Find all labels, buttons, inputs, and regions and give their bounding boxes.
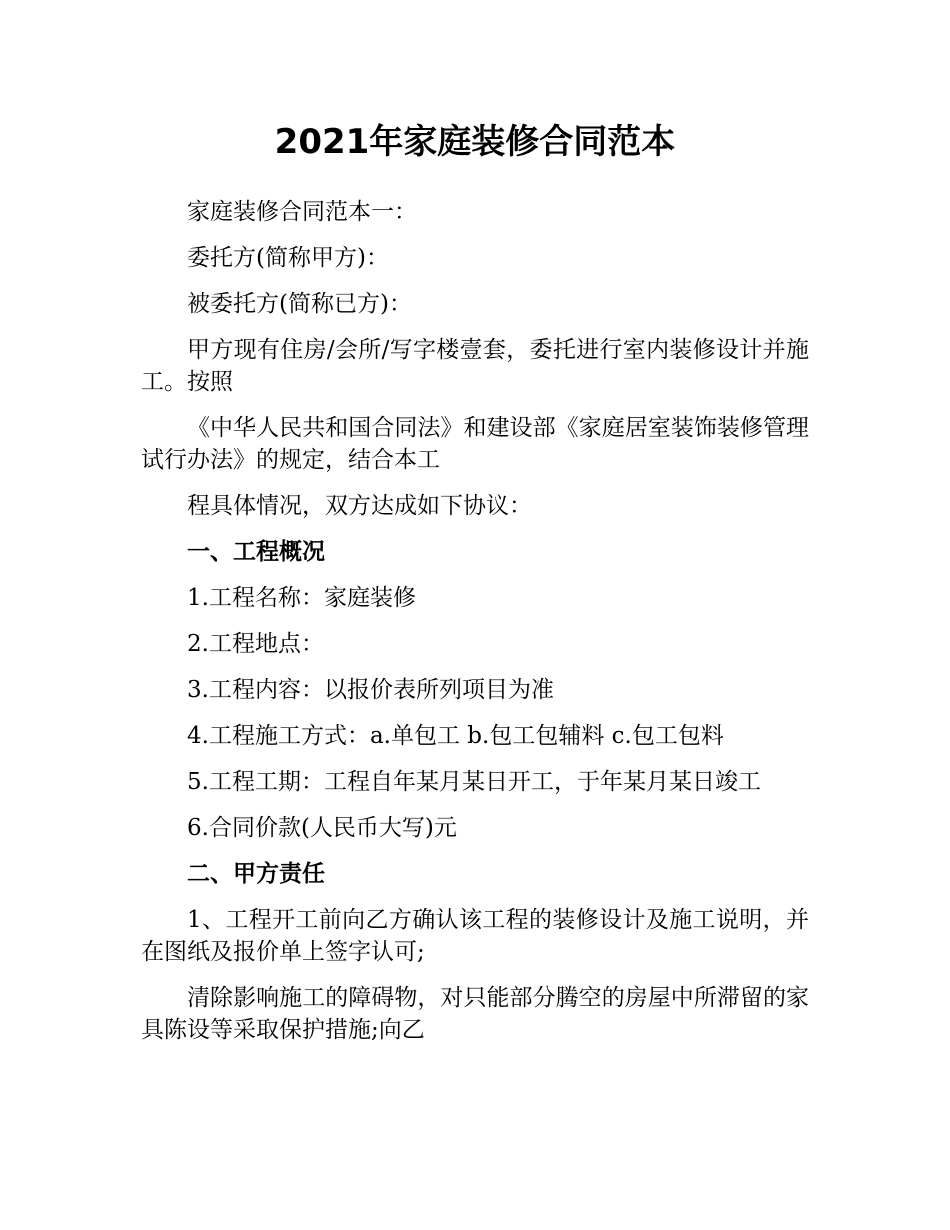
paragraph-party-a: 委托方(简称甲方)： <box>187 245 389 271</box>
paragraph-party-b: 被委托方(简称已方)： <box>187 291 412 317</box>
paragraph-commission: 甲方现有住房/会所/写字楼壹套，委托进行室内装修设计并施工。按照 <box>141 337 809 395</box>
section-heading-project-overview: 一、工程概况 <box>187 539 325 565</box>
paragraph-contract-intro: 家庭装修合同范本一： <box>187 199 417 225</box>
list-item-construction-period: 5.工程工期：工程自年某月某日开工，于年某月某日竣工 <box>187 769 761 795</box>
document-body <box>141 196 809 1060</box>
paragraph-agreement: 程具体情况，双方达成如下协议： <box>187 493 532 519</box>
paragraph-duty-1: 1、工程开工前向乙方确认该工程的装修设计及施工说明，并在图纸及报价单上签字认可; <box>141 907 809 965</box>
paragraph-legal-basis: 《中华人民共和国合同法》和建设部《家庭居室装饰装修管理试行办法》的规定，结合本工 <box>141 415 809 473</box>
document-title: 2021年家庭装修合同范本 <box>274 122 676 162</box>
paragraph-duty-2: 清除影响施工的障碍物，对只能部分腾空的房屋中所滞留的家具陈设等采取保护措施;向乙 <box>141 985 809 1043</box>
list-item-project-location: 2.工程地点： <box>187 631 324 657</box>
list-item-project-name: 1.工程名称：家庭装修 <box>187 585 416 611</box>
list-item-contract-price: 6.合同价款(人民币大写)元 <box>187 815 457 841</box>
list-item-project-content: 3.工程内容：以报价表所列项目为准 <box>187 677 554 703</box>
list-item-construction-method: 4.工程施工方式：a.单包工 b.包工包辅料 c.包工包料 <box>187 723 724 749</box>
section-heading-party-a-duties: 二、甲方责任 <box>187 861 325 887</box>
